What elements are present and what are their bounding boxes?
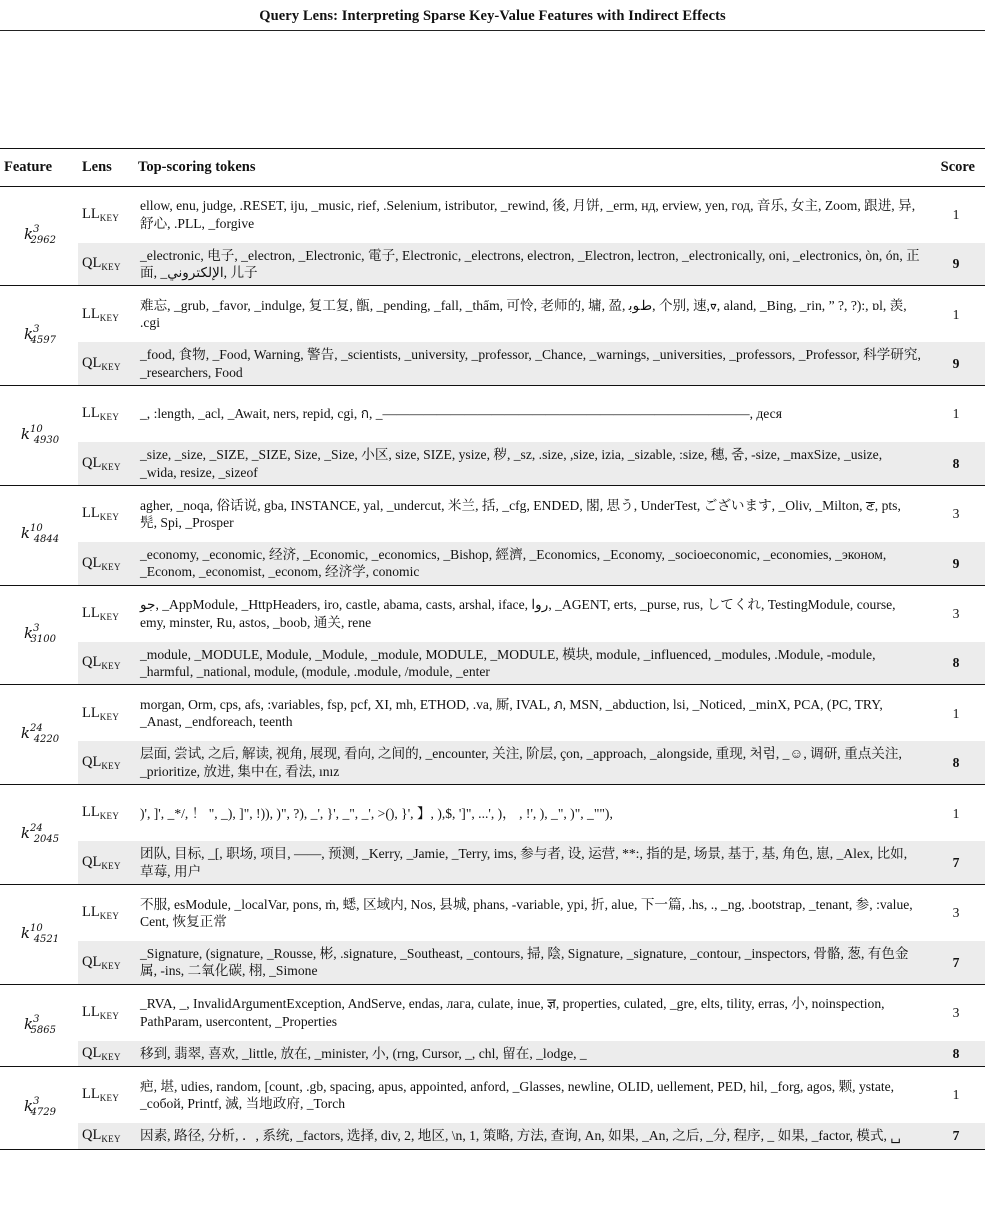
feature-index: 4844 — [33, 534, 60, 546]
ll-score: 1 — [952, 805, 960, 821]
lens-ql — [78, 642, 134, 685]
feature-layer: 10 — [29, 922, 43, 934]
feature-id: $k^3_{3100}$ — [24, 623, 56, 646]
lens-ql — [78, 243, 134, 286]
ll-tokens: agher, _noqa, 俗话说, gba, INSTANCE, yal, _undercut, 米兰, 括, _cfg, ENDED, 閣, 思う, UnderTest, ございます, _Oliv, _Milton, ਣ, pts, 髡, Spi, _Prosper — [140, 497, 901, 530]
lens-ll-main: LL — [82, 704, 100, 721]
lens-ql — [78, 542, 134, 585]
lens-ql-main: QL — [82, 754, 102, 771]
header-tokens: Top-scoring tokens — [134, 149, 927, 187]
lens-ll — [78, 685, 134, 742]
header-feature: Feature — [0, 149, 78, 187]
table-header-row — [0, 149, 985, 187]
feature-index: 4930 — [33, 434, 60, 446]
ql-score: 7 — [927, 841, 985, 884]
ll-tokens: _RVA, _, InvalidArgumentException, AndServe, endas, лага, culate, inue, ज्ञ, properties, culated, _gre, elts, tility, erras, 小, noinspection, PathParam, usercontent, _Properties — [140, 996, 885, 1029]
ql-score: 9 — [927, 542, 985, 585]
feature-index: 4521 — [33, 933, 60, 945]
feature-cell — [0, 585, 78, 685]
feature-cell — [0, 885, 78, 985]
feature-layer: 3 — [33, 623, 40, 635]
lens-ql — [78, 1041, 134, 1067]
table-row-ll — [0, 984, 985, 1041]
ll-tokens: 不服, esModule, _localVar, pons, ṁ, 蟋, 区域内, Nos, 县城, phans, -variable, ypi, 折, alue, 下一篇, .hs, ., _ng, .bootstrap, _tenant, 参, :value, Cent, 恢复正常 — [140, 896, 913, 930]
feature-cell — [0, 186, 78, 286]
lens-ll-sub: KEY — [99, 611, 120, 622]
lens-ql — [78, 841, 134, 884]
lens-ll-sub: KEY — [99, 512, 120, 523]
lens-ql-main: QL — [82, 853, 102, 870]
lens-ll-sub: KEY — [99, 1093, 120, 1104]
table-row-ll — [0, 785, 985, 842]
lens-ql-main: QL — [82, 255, 102, 272]
lens-ll-sub: KEY — [99, 1011, 120, 1022]
feature-layer: 24 — [29, 822, 43, 834]
lens-ql-sub: KEY — [101, 461, 121, 472]
feature-index: 4597 — [30, 334, 56, 346]
feature-cell — [0, 1067, 78, 1149]
ql-score: 8 — [927, 1041, 985, 1067]
feature-layer: 10 — [29, 523, 43, 535]
lens-ll-sub: KEY — [99, 811, 120, 822]
feature-cell — [0, 785, 78, 885]
lens-ql-sub: KEY — [101, 1134, 121, 1145]
lens-ll — [78, 286, 134, 343]
feature-id: $k^3_{4597}$ — [24, 323, 56, 346]
feature-cell — [0, 286, 78, 386]
feature-index: 4220 — [33, 733, 60, 745]
lens-ql-sub: KEY — [101, 561, 121, 572]
ll-tokens: جو, _AppModule, _HttpHeaders, iro, castle, abama, casts, arshal, iface, روا, _AGENT, erts, _purse, rus, してくれ, TestingModule, course, emy, minster, Ru, astos, _boob, 通关, rene — [140, 597, 896, 630]
ql-tokens: _size, _size, _SIZE, _SIZE, Size, _Size, 小区, size, SIZE, ysize, 秽, _sz, .size, ,size, izia, _sizable, :size, 穗, 줌, -size, _maxSize, _usize, _wida, resize, _sizeof — [134, 442, 927, 485]
feature-layer: 24 — [29, 722, 43, 734]
table-row-ll — [0, 885, 985, 942]
lens-ll-main: LL — [82, 405, 100, 422]
lens-ll — [78, 885, 134, 942]
table-row-ql — [0, 342, 985, 385]
lens-ql — [78, 442, 134, 485]
lens-ll — [78, 984, 134, 1041]
ll-score: 1 — [952, 1087, 960, 1103]
lens-ll — [78, 785, 134, 842]
lens-ll — [78, 585, 134, 642]
lens-ql-sub: KEY — [101, 1051, 121, 1062]
ll-tokens: _, :length, _acl, _Await, ners, repid, cgi, ก, _———————————————————————————, деся — [140, 406, 782, 422]
running-head: Query Lens: Interpreting Sparse Key-Value Features with Indirect Effects — [259, 8, 726, 24]
lens-ll — [78, 186, 134, 243]
feature-id: $k^3_{2962}$ — [24, 224, 56, 247]
lens-ql-main: QL — [82, 1127, 102, 1144]
ll-score: 3 — [952, 605, 960, 621]
lens-ql-main: QL — [82, 454, 102, 471]
table-row-ql — [0, 741, 985, 784]
table-row-ll — [0, 386, 985, 443]
ql-tokens: _food, 食物, _Food, Warning, 警告, _scientists, _university, _professor, _Chance, _warnings, _universities, _professors, _Professor, 科学研究, _researchers, Food — [134, 342, 927, 385]
feature-index: 3100 — [30, 634, 56, 646]
lens-ll — [78, 1067, 134, 1124]
lens-ll-main: LL — [82, 604, 100, 621]
table-row-ql — [0, 642, 985, 685]
table-row-ql — [0, 442, 985, 485]
lens-ql-sub: KEY — [101, 262, 121, 273]
feature-id: $k^{24}_{4220}$ — [20, 722, 60, 745]
header-rule — [0, 30, 985, 31]
lens-ll-main: LL — [82, 305, 100, 322]
feature-cell — [0, 685, 78, 785]
ql-tokens: _Signature, (signature, _Rousse, 彬, .signature, _Southeast, _contours, 掃, 陰, Signature, _signature, _contour, _inspectors, 骨骼, 葱, 有色金属, -ins, 二氧化碳, 栩, _Simone — [134, 941, 927, 984]
table-row-ll — [0, 286, 985, 343]
header-score: Score — [927, 149, 985, 187]
feature-index: 5865 — [30, 1024, 56, 1036]
lens-ll-main: LL — [82, 505, 100, 522]
lens-ll-main: LL — [82, 1086, 100, 1103]
table-row-ql — [0, 841, 985, 884]
lens-ll-sub: KEY — [99, 711, 120, 722]
lens-ql-sub: KEY — [101, 860, 121, 871]
table-row-ll — [0, 1067, 985, 1124]
lens-ql-main: QL — [82, 1044, 102, 1061]
ll-score: 1 — [952, 206, 960, 222]
lens-ll-main: LL — [82, 205, 100, 222]
lens-ql — [78, 1123, 134, 1149]
feature-index: 2045 — [33, 833, 60, 845]
lens-ql-sub: KEY — [101, 960, 121, 971]
table-row-ll — [0, 585, 985, 642]
table-row-ql — [0, 243, 985, 286]
feature-id: $k^{10}_{4930}$ — [20, 423, 60, 446]
ql-score: 9 — [927, 243, 985, 286]
ll-tokens: morgan, Orm, cps, afs, :variables, fsp, pcf, XI, mh, ETHOD, .va, 厮, IVAL, ภ, MSN, _abduction, lsi, _Noticed, _minX, PCA, (PC, TRY, _Anast, _endforeach, teenth — [140, 697, 883, 730]
ll-score: 1 — [952, 406, 960, 422]
header-lens: Lens — [78, 149, 134, 187]
feature-id: $k^{24}_{2045}$ — [20, 822, 60, 845]
ql-score: 9 — [927, 342, 985, 385]
table-row-ql — [0, 542, 985, 585]
ll-score: 1 — [952, 705, 960, 721]
ql-score: 8 — [927, 741, 985, 784]
ql-score: 7 — [927, 1123, 985, 1149]
feature-cell — [0, 485, 78, 585]
feature-id: $k^{10}_{4521}$ — [20, 922, 60, 945]
lens-ll — [78, 386, 134, 443]
lens-ll-main: LL — [82, 904, 100, 921]
lens-ql-main: QL — [82, 554, 102, 571]
lens-ql-sub: KEY — [101, 661, 121, 672]
ll-score: 3 — [952, 506, 960, 522]
lens-ll-main: LL — [82, 804, 100, 821]
lens-ql-main: QL — [82, 654, 102, 671]
ql-score: 8 — [927, 642, 985, 685]
table-row-ql — [0, 1041, 985, 1067]
ll-score: 1 — [952, 306, 960, 322]
table-row-ll — [0, 186, 985, 243]
feature-layer: 10 — [29, 423, 43, 435]
table-row-ql — [0, 941, 985, 984]
feature-cell — [0, 386, 78, 486]
feature-layer: 3 — [33, 323, 40, 335]
lens-ql-main: QL — [82, 354, 102, 371]
feature-layer: 3 — [33, 1013, 40, 1025]
ll-score: 3 — [952, 905, 960, 921]
ql-tokens: 移到, 翡翠, 喜欢, _little, 放在, _minister, 小, (rng, Cursor, _, chl, 留在, _lodge, _ — [134, 1041, 927, 1067]
ll-score: 3 — [952, 1005, 960, 1021]
ql-tokens: _module, _MODULE, Module, _Module, _module, MODULE, _MODULE, 模块, module, _influenced, _modules, .Module, -module, _harmful, _national, module, (module, .module, /module, _enter — [134, 642, 927, 685]
ql-tokens: 层面, 尝试, 之后, 解读, 视角, 展现, 看向, 之间的, _encounter, 关注, 阶层, çon, _approach, _alongside, 重现, 처럼, _☺, 调研, 重点关注, _prioritize, 放进, 集中在, 看法, ınız — [134, 741, 927, 784]
lens-ql-sub: KEY — [101, 361, 121, 372]
lens-ll — [78, 485, 134, 542]
ll-tokens: ellow, enu, judge, .RESET, iju, _music, rief, .Selenium, istributor, _rewind, 後, 月饼, _erm, нд, erview, yen, год, 音乐, 女主, Zoom, 跟进, 异, 舒心, .PLL, _forgive — [140, 198, 916, 231]
lens-ql-main: QL — [82, 953, 102, 970]
lens-ql — [78, 741, 134, 784]
lens-ql-sub: KEY — [101, 761, 121, 772]
ll-tokens: )', ]', _*/, ！ ", _), ]", !)), )", ?), _', }', _", _', >(), }', 】, ),$, ']", ...', )， , !', ), _", )", _""), — [140, 805, 613, 821]
lens-ll-sub: KEY — [99, 212, 120, 223]
lens-ll-sub: KEY — [99, 312, 120, 323]
feature-layer: 3 — [33, 224, 40, 236]
lens-ll-sub: KEY — [99, 911, 120, 922]
table-body — [0, 186, 985, 1149]
lens-ql — [78, 342, 134, 385]
table-row-ql — [0, 1123, 985, 1149]
feature-index: 4729 — [30, 1106, 56, 1118]
ql-tokens: 团队, 目标, _[, 职场, 项目, ——, 预测, _Kerry, _Jamie, _Terry, ims, 参与者, 设, 运营, **:, 指的是, 场景, 基于, 基, 角色, 崽, _Alex, 比如, 草莓, 用户 — [134, 841, 927, 884]
lens-ll-sub: KEY — [99, 412, 120, 423]
feature-layer: 3 — [33, 1095, 40, 1107]
feature-id: $k^3_{4729}$ — [24, 1095, 56, 1118]
table-row-ll — [0, 485, 985, 542]
lens-ql — [78, 941, 134, 984]
ql-tokens: 因素, 路径, 分析, ．, 系统, _factors, 选择, div, 2, 地区, \n, 1, 策略, 方法, 查询, An, 如果, _An, 之后, _分, 程序, _ 如果, _factor, 模式, ␣ — [134, 1123, 927, 1149]
ll-tokens: 难忘, _grub, _favor, _indulge, 复工复, 甑, _pending, _fall, _thẩm, 可怜, 老师的, 墉, 盈, ﻁﻮﺑ, 个别, 速,ᢦ, aland, _Bing, _rin, ” ?, ?):, ɒl, 羡, .cgi — [140, 297, 907, 331]
ql-score: 8 — [927, 442, 985, 485]
feature-cell — [0, 984, 78, 1066]
ql-score: 7 — [927, 941, 985, 984]
features-table — [0, 148, 985, 1150]
feature-index: 2962 — [30, 235, 56, 247]
ql-tokens: _electronic, 电子, _electron, _Electronic, 電子, Electronic, _electrons, electron, _Electron, lectron, _electronically, oni, _electronics, òn, ón, 正面, _الإلكتروني, 儿子 — [134, 243, 927, 286]
table-row-ll — [0, 685, 985, 742]
lens-ll-main: LL — [82, 1004, 100, 1021]
ql-tokens: _economy, _economic, 经济, _Economic, _economics, _Bishop, 經濟, _Economics, _Economy, _socioeconomic, _economies, _эконом, _Econom, _economist, _econom, 经济学, conomic — [134, 542, 927, 585]
ll-tokens: 疤, 堪, udies, random, [count, .gb, spacing, apus, appointed, anford, _Glasses, newline, OLID, uellement, PED, hil, _forg, agos, 颗, ystate, _собой, Printf, 滅, 当地政府, _Torch — [140, 1078, 895, 1112]
feature-id: $k^{10}_{4844}$ — [20, 523, 60, 546]
feature-id: $k^3_{5865}$ — [24, 1013, 56, 1036]
